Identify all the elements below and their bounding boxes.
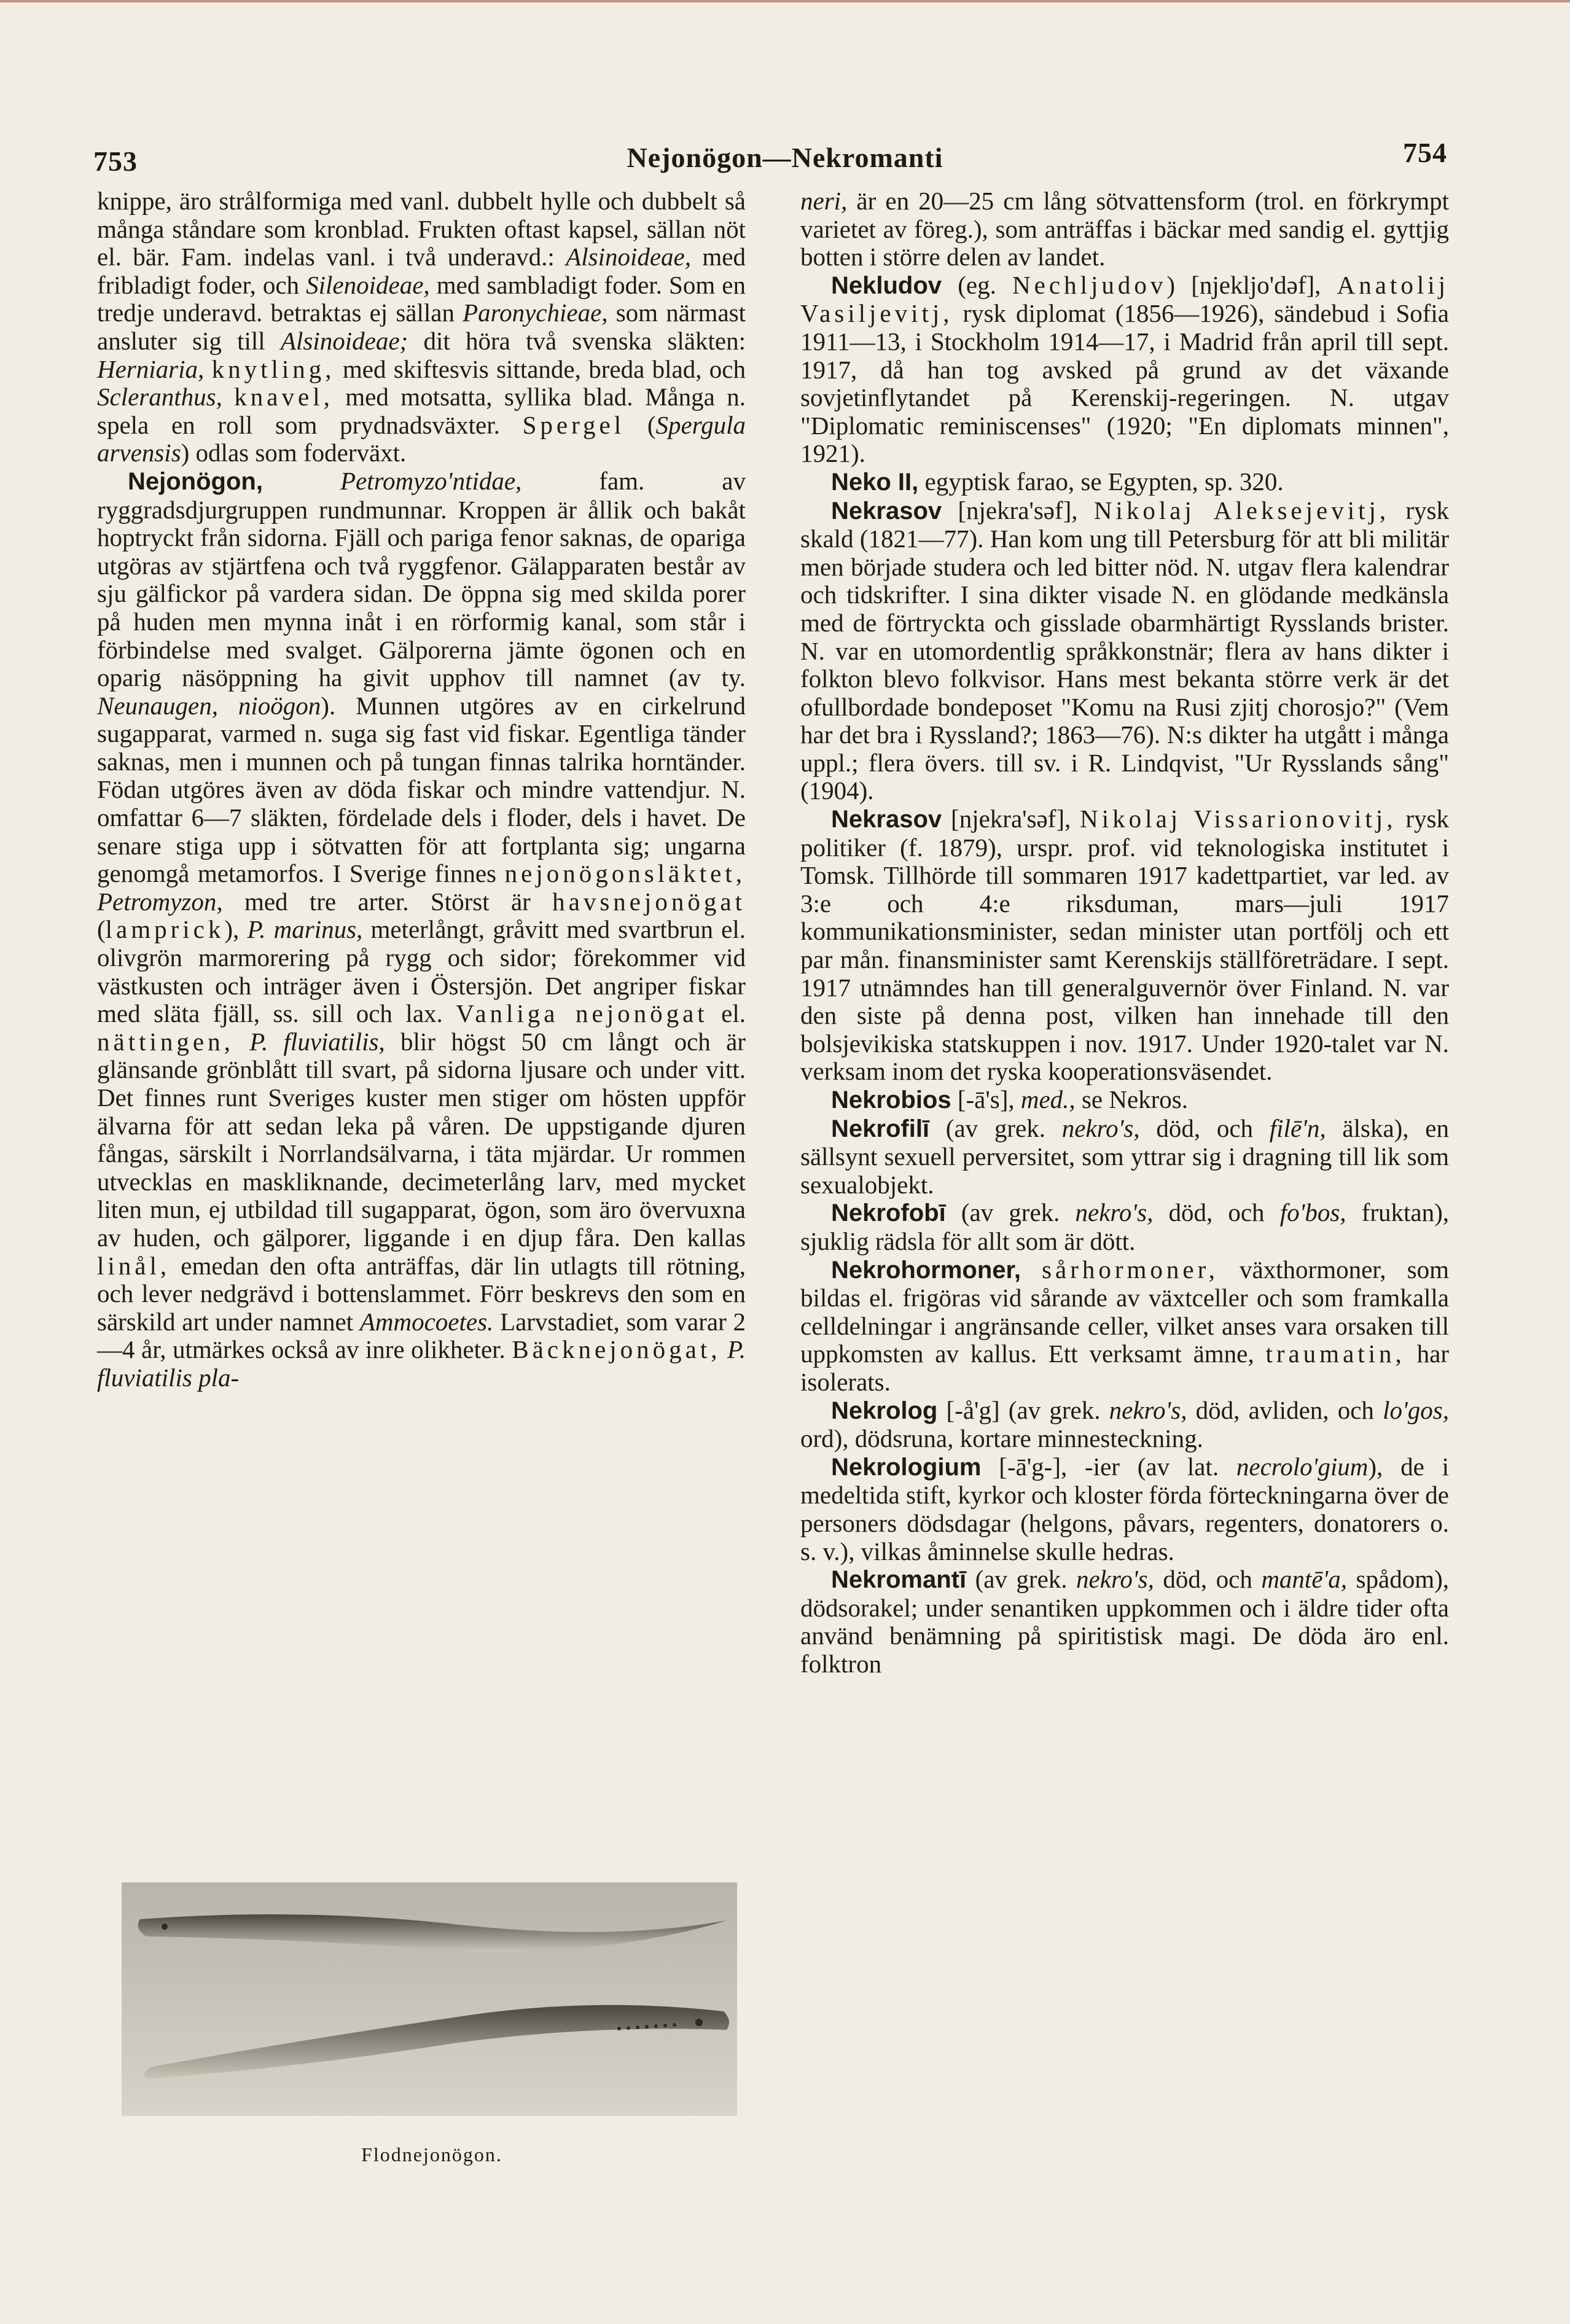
headword: Nekrologium [831,1453,982,1481]
entry-nekrolog: Nekrolog [-å'g] (av grek. nekro's, död, avliden, och lo'gos, ord), dödsruna, kortare minnesteckning. [800,1395,1449,1453]
entry-nekrasov-nikolaj-aleksejevitj: Nekrasov [njekra'səf], Nikolaj Aleksejevitj, rysk skald (1821—77). Han kom ung till Petersburg för att bli militär men började studera och led bitter nöd. N. utgav flera kalendrar och tidskrifter. I sina dikter visade N. en glödande medkänsla med de förtryckta och gisslade obarmhärtigt Rysslands brister. N. var en utomordentlig språkkonstnär; flera av hans dikter i folkton blevo folkvisor. Hans mest bekanta större verk är det ofullbordade bondeposet "Komu na Rusi zjitj chorosjo?" (Vem har det bra i Ryssland?; 1863—76). N:s dikter ha utgått i många uppl.; flera övers. till sv. i R. Lindqvist, "Ur Rysslands sång" (1904). [800,496,1449,805]
running-header: Nejonögon—Nekromanti [627,142,943,173]
headword: Nekrasov [831,497,942,524]
headword: Neko II, [831,468,919,496]
entry-nekrofili: Nekrofilī (av grek. nekro's, död, och filē'n, älska), en sällsynt sexuell perversitet, som yttrar sig i dragning till lik som sexualobjekt. [800,1113,1449,1199]
right-page-number: 754 [1403,137,1447,168]
headword: Nekrofilī [831,1115,930,1142]
entry-nekrofobi: Nekrofobī (av grek. nekro's, död, och fo'bos, fruktan), sjuklig rädsla för allt som är dött. [800,1198,1449,1255]
lamprey-illustration [122,1882,737,2116]
headword: Nekromantī [831,1566,967,1594]
lamprey-photograph [122,1882,737,2116]
entry-nekrohormoner: Nekrohormoner, sårhormoner, växthormoner, som bildas el. frigöras vid sårande av växtceller och som framkalla celldelningar i angränsande celler, vilket anses vara orsaken till uppkomsten av kallus. Ett verksamt ämne, traumatin, har isolerats. [800,1255,1449,1396]
entry-nekrobios: Nekrobios [-ā's], med., se Nekros. [831,1085,1189,1113]
headword: Nekrobios [831,1086,951,1113]
left-column [97,187,746,1392]
headword: Nekrasov [831,806,942,833]
headword: Nejonögon, [128,467,263,495]
headword: Nekrohormoner, [831,1256,1021,1284]
entry-neko-ii: Neko II, egyptisk farao, se Egypten, sp. 320. [831,467,1284,496]
entry-nekludov: Nekludov (eg. Nechljudov) [njekljo'dəf], Anatolij Vasiljevitj, rysk diplomat (1856—1926), sändebud i Sofia 1911—13, i Stockholm 1914—17, i Madrid från april till sept. 1917, då han tog avsked på grund av det växande sovjetinflytandet på Kerenskij-regeringen. N. utgav "Diplomatic reminiscenses" (1920; "En diplomats minnen", 1921). [800,270,1449,468]
headword: Nekrofobī [831,1199,946,1227]
entry-nekromanti: Nekromantī (av grek. nekro's, död, och mantē'a, spådom), dödsorakel; under senantiken uppkommen och i äldre tider ofta använd benämning på spiritistisk magi. De döda äro enl. folktron [800,1565,1450,1678]
left-page-number: 753 [93,146,138,177]
entry-nekrologium: Nekrologium [-ā'g-], -ier (av lat. necrolo'gium), de i medeltida stift, kyrkor och kloster förda förteckningarna över de personers dödsdagar (helgons, påvars, regenters, donatorers o. s. v.), vilkas åminnelse skulle hedras. [800,1452,1449,1566]
figure-caption: Flodnejonögon. [361,2143,502,2166]
headword: Nekludov [831,271,942,299]
headword: Nekrolog [831,1397,938,1424]
entry-nekrasov-nikolaj-vissarionovitj: Nekrasov [njekra'səf], Nikolaj Vissarionovitj, rysk politiker (f. 1879), urspr. prof. vid teknologiska institutet i Tomsk. Tillhörde till sommaren 1917 kadettpartiet, var led. av 3:e och 4:e riksduman, mars—juli 1917 kommunikationsminister, sedan minister utan portfölj och ett par mån. finansminister samt Kerenskijs ställföreträdare. I sept. 1917 utnämndes han till generalguvernör över Finland. N. var den siste på denna post, vilken han innehade till den bolsjevikiska statskuppen i nov. 1917. Under 1920-talet var N. verksam inom det ryska kooperationsväsendet. [800,805,1449,1086]
right-column [800,187,1449,1678]
page-edge-line [0,0,1570,2]
entry-continuation: knippe, äro strålformiga med vanl. dubbelt hylle och dubbelt så många ståndare som kronblad. Frukten oftast kapsel, sällan nöt el. bär. Fam. indelas vanl. i två underavd.: Alsinoideae, med fribladigt foder, och Silenoideae, med sambladigt foder. Som en tredje underavd. betraktas ej sällan Paronychieae, som närmast ansluter sig till Alsinoideae; dit höra två svenska släkten: Herniaria, knytling, med skiftesvis sittande, breda blad, och Scleranthus, knavel, med motsatta, syllika blad. Många n. spela en roll som prydnadsväxter. Spergel (Spergula arvensis) odlas som foderväxt. [97,187,746,467]
entry-continuation-right: neri, är en 20—25 cm lång sötvattensform (trol. en förkrympt varietet av föreg.), som anträffas i bäckar med sandig el. gyttjig botten i större delen av landet. [800,187,1449,271]
entry-nejonogon: Nejonögon, Petromyzo'ntidae, fam. av ryggradsdjurgruppen rundmunnar. Kroppen är ållik och bakåt hoptryckt från sidorna. Fjäll och pariga fenor saknas, de opariga utgöras av stjärtfena och två ryggfenor. Gälapparaten består av sju gälfickor på vardera sidan. De öppna sig med skilda porer på huden men mynna inåt i en rörformig kanal, som står i förbindelse med svalget. Gälporerna jämte ögonen och en oparig näsöppning ha givit upphov till namnet (av ty. Neunaugen, nioögon). Munnen utgöres av en cirkelrund sugapparat, varmed n. suga sig fast vid fiskar. Egentliga tänder saknas, men i munnen och på tungan finnas talrika horntänder. Födan utgöres även av döda fiskar och mindre vattendjur. N. omfattar 6—7 släkten, fördelade dels i floder, dels i havet. De senare stiga upp i sötvatten för att fortplanta sig; ungarna genomgå metamorfos. I Sverige finnes nejonögonsläktet, Petromyzon, med tre arter. Störst är havsnejonögat (lamprick), P. marinus, meterlångt, gråvitt med svartbrun el. olivgrön marmorering på rygg och sidor; förekommer vid västkusten och inträger även i Östersjön. Det angriper fiskar med släta fjäll, ss. sill och lax. Vanliga nejonögat el. nättingen, P. fluviatilis, blir högst 50 cm långt och är glänsande grönblått till svart, på sidorna ljusare och under vitt. Det finnes runt Sveriges kuster men stiger om hösten uppför älvarna för att sedan leka på våren. De uppstigande djuren fångas, särskilt i Norrlandsälvarna, i täta mjärdar. Ur rommen utvecklas en maskliknande, decimeterlång larv, med mycket liten mun, ej utbildad till sugapparat, ögon, som äro övervuxna av huden, och gälporer, liggande i en djup fåra. Den kallas linål, emedan den ofta anträffas, där lin utlagts till rötning, och lever nedgrävd i bottenslammet. Förr beskrevs den som en särskild art under namnet Ammocoetes. Larvstadiet, som varar 2—4 år, utmärkes också av inre olikheter. Bäcknejonögat, P. fluviatilis pla- [97,466,746,1392]
